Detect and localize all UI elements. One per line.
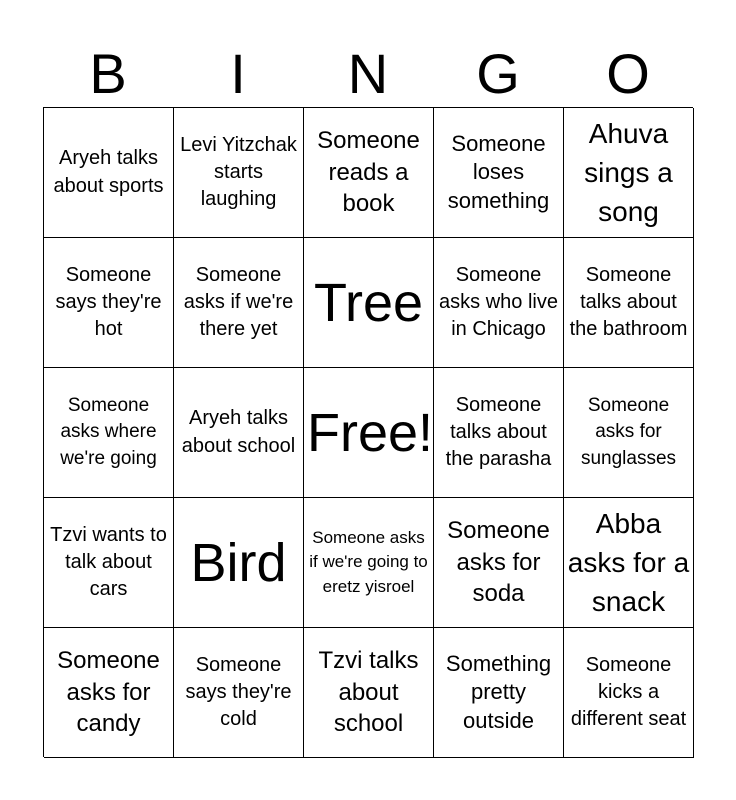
bingo-cell[interactable] <box>304 238 434 368</box>
free-space-cell[interactable] <box>304 368 434 498</box>
header-letter-i: I <box>230 42 246 105</box>
bingo-cell[interactable] <box>44 238 174 368</box>
header-letter-g: G <box>476 42 520 105</box>
cell-text: Someone reads a book <box>317 126 420 218</box>
cell-text: Someone asks if we're going to eretz yisroel <box>309 527 428 596</box>
cell-text: Ahuva sings a song <box>584 117 673 228</box>
bingo-cell[interactable] <box>434 238 564 368</box>
bingo-grid <box>43 107 693 757</box>
cell-text: Tzvi talks about school <box>318 646 419 738</box>
cell-text: Someone loses something <box>447 130 550 213</box>
bingo-cell[interactable] <box>564 108 694 238</box>
bingo-cell[interactable] <box>304 498 434 628</box>
cell-text: Bird <box>190 532 287 593</box>
bingo-cell[interactable] <box>564 628 694 758</box>
bingo-cell[interactable] <box>564 498 694 628</box>
cell-text: Someone asks for sunglasses <box>580 394 677 469</box>
cell-text: Someone asks for soda <box>447 516 550 608</box>
cell-text: Aryeh talks about school <box>181 407 296 457</box>
cell-text: Abba asks for a snack <box>567 507 690 618</box>
bingo-cell[interactable] <box>174 368 304 498</box>
bingo-cell[interactable] <box>44 368 174 498</box>
cell-text: Tzvi wants to talk about cars <box>50 523 167 601</box>
header-letter-n: N <box>347 42 389 105</box>
bingo-cell[interactable] <box>434 628 564 758</box>
header-letter-b: B <box>89 42 127 105</box>
bingo-cell[interactable] <box>174 238 304 368</box>
bingo-cell[interactable] <box>434 108 564 238</box>
bingo-cell[interactable] <box>44 628 174 758</box>
bingo-cell[interactable] <box>174 628 304 758</box>
cell-text: Someone kicks a different seat <box>570 653 687 731</box>
cell-text: Someone talks about the bathroom <box>569 263 688 341</box>
bingo-cell[interactable] <box>434 368 564 498</box>
bingo-cell[interactable] <box>44 108 174 238</box>
cell-text: Aryeh talks about sports <box>53 147 164 197</box>
bingo-cell[interactable] <box>434 498 564 628</box>
cell-text: Levi Yitzchak starts laughing <box>180 133 297 211</box>
bingo-cell[interactable] <box>304 108 434 238</box>
bingo-cell[interactable] <box>174 108 304 238</box>
bingo-cell[interactable] <box>564 238 694 368</box>
cell-text: Someone says they're cold <box>185 653 292 731</box>
bingo-cell[interactable] <box>564 368 694 498</box>
bingo-header <box>43 40 693 108</box>
cell-text: Someone talks about the parasha <box>445 393 552 471</box>
bingo-cell[interactable] <box>174 498 304 628</box>
cell-text: Someone says they're hot <box>55 263 162 341</box>
cell-text: Someone asks for candy <box>57 646 160 738</box>
cell-text: Someone asks where we're going <box>60 394 157 469</box>
bingo-cell[interactable] <box>44 498 174 628</box>
cell-text: Something pretty outside <box>445 650 552 733</box>
free-space-text: Free! <box>307 402 434 463</box>
header-letter-o: O <box>606 42 650 105</box>
bingo-cell[interactable] <box>304 628 434 758</box>
cell-text: Someone asks who live in Chicago <box>439 263 558 341</box>
cell-text: Tree <box>313 272 424 333</box>
cell-text: Someone asks if we're there yet <box>183 263 294 341</box>
